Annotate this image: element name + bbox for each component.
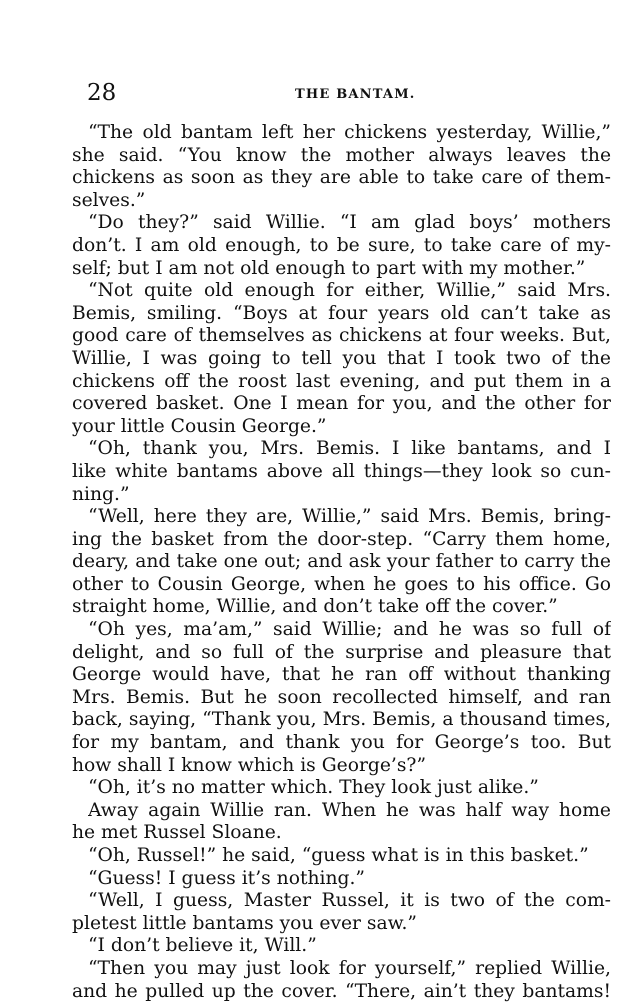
text-line: George would have, that he ran off without thanking (72, 664, 611, 686)
text-line: your little Cousin George.” (72, 415, 327, 437)
text-line: and he pulled up the cover. “There, ain’t they bantams! (72, 980, 611, 1002)
text-line: don’t. I am old enough, to be sure, to take care of my- (72, 234, 611, 256)
text-line: like white bantams above all things—they look so cun- (72, 460, 611, 482)
text-line: how shall I know which is George’s?” (72, 754, 427, 776)
text-line: Mrs. Bemis. But he soon recollected himself, and ran (72, 686, 611, 708)
page-number: 28 (87, 80, 117, 106)
text-line: “Do they?” said Willie. “I am glad boys’ mothers (88, 212, 611, 234)
text-line: “Well, here they are, Willie,” said Mrs. Bemis, bring- (88, 506, 611, 528)
text-line: deary, and take one out; and ask your father to carry the (72, 551, 611, 573)
text-line: Away again Willie ran. When he was half way home (88, 799, 611, 821)
text-line: “Oh yes, ma’am,” said Willie; and he was so full of (88, 619, 611, 641)
text-line: Bemis, smiling. “Boys at four years old can’t take as (72, 302, 611, 324)
text-line: straight home, Willie, and don’t take off the cover.” (72, 596, 558, 618)
text-line: ning.” (72, 483, 130, 505)
text-line: Willie, I was going to tell you that I took two of the (72, 347, 611, 369)
text-line: “Then you may just look for yourself,” replied Willie, (88, 957, 611, 979)
text-line: delight, and so full of the surprise and pleasure that (72, 641, 611, 663)
text-line: “I don’t believe it, Will.” (88, 935, 317, 957)
text-line: “The old bantam left her chickens yesterday, Willie,” (88, 122, 611, 143)
text-line: chickens as soon as they are able to take care of them- (72, 167, 611, 189)
text-line: self; but I am not old enough to part with my mother.” (72, 257, 586, 279)
running-head (80, 76, 610, 106)
text-line: for my bantam, and thank you for George’s too. But (72, 732, 611, 754)
text-line: “Oh, Russel!” he said, “guess what is in this basket.” (88, 845, 589, 866)
text-line: covered basket. One I mean for you, and the other for (72, 393, 611, 415)
text-line: chickens off the roost last evening, and put them in a (72, 370, 611, 392)
text-line: “Oh, it’s no matter which. They look just alike.” (88, 777, 539, 799)
text-line: “Well, I guess, Master Russel, it is two of the com- (88, 890, 611, 912)
text-line: ing the basket from the door-step. “Carry them home, (72, 528, 611, 550)
text-line: pletest little bantams you ever saw.” (72, 912, 417, 934)
text-line: he met Russel Sloane. (72, 822, 282, 844)
text-line: back, saying, “Thank you, Mrs. Bemis, a thousand times, (72, 709, 611, 731)
text-line: “Guess! I guess it’s nothing.” (88, 867, 365, 889)
text-line: selves.” (72, 189, 146, 211)
text-line: she said. “You know the mother always leaves the (72, 144, 611, 166)
body-text (72, 122, 611, 1003)
text-line: “Not quite old enough for either, Willie,” said Mrs. (88, 280, 611, 302)
text-line: “Oh, thank you, Mrs. Bemis. I like bantams, and I (88, 438, 611, 460)
text-line: good care of themselves as chickens at four weeks. But, (72, 325, 611, 347)
text-line: other to Cousin George, when he goes to his office. Go (72, 573, 611, 595)
running-title: THE BANTAM. (295, 87, 416, 102)
